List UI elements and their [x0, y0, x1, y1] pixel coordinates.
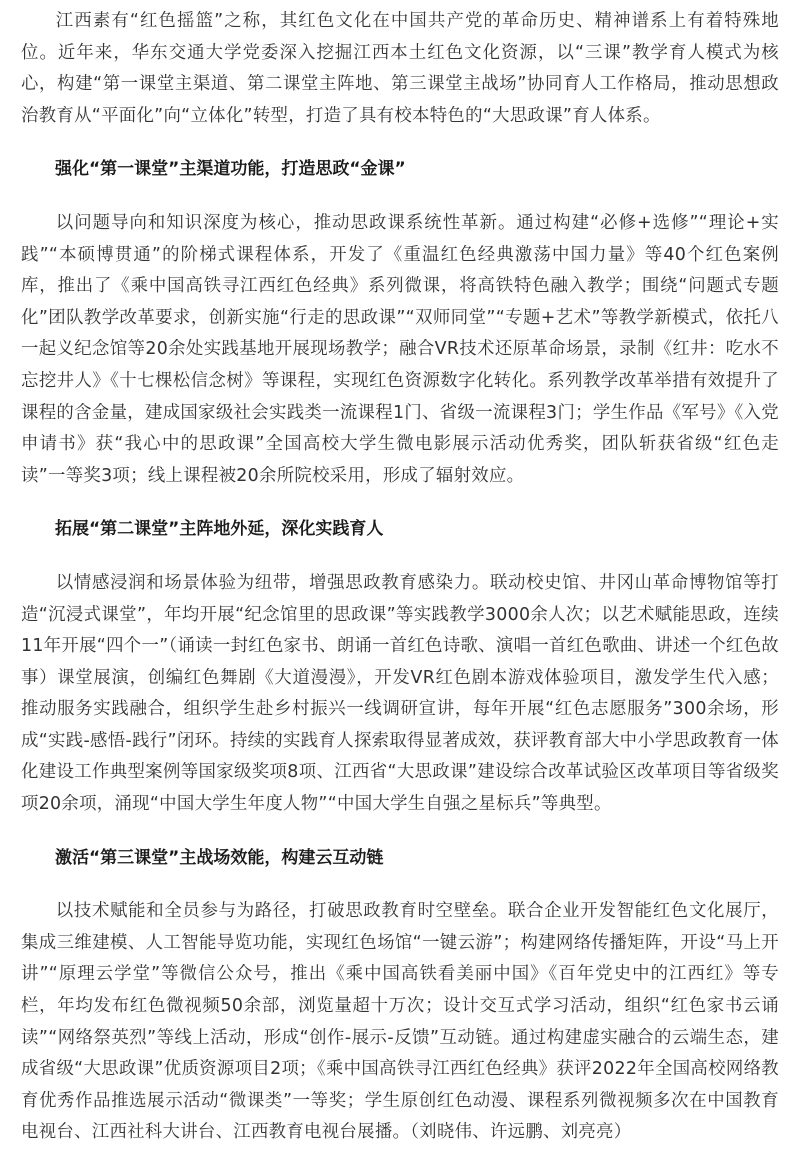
section-body-second-classroom: 以情感浸润和场景体验为纽带，增强思政教育感染力。联动校史馆、井冈山革命博物馆等打造“沉浸式课堂”，年均开展“纪念馆里的思政课”等实践教学3000余人次；以艺术赋能思政，连续11年开展“四个一”（诵读一封红色家书、朗诵一首红色诗歌、演唱一首红色歌曲、讲述一个红色故事）课堂展演，创编红色舞剧《大道漫漫》，开发VR红色剧本游戏体验项目，激发学生代入感；推动服务实践融合，组织学生赴乡村振兴一线调研宣讲，每年开展“红色志愿服务”300余场，形成“实践-感悟-践行”闭环。持续的实践育人探索取得显著成效，获评教育部大中小学思政教育一体化建设工作典型案例等国家级奖项8项、江西省“大思政课”建设综合改革试验区改革项目等省级奖项20余项，涌现“中国大学生年度人物”“中国大学生自强之星标兵”等典型。	[21, 572, 779, 815]
intro-paragraph: 江西素有“红色摇篮”之称，其红色文化在中国共产党的革命历史、精神谱系上有着特殊地位。近年来，华东交通大学党委深入挖掘江西本土红色文化资源，以“三课”教学育人模式为核心，构建“第一课堂主渠道、第二课堂主阵地、第三课堂主战场”协同育人工作格局，推动思想政治教育从“平面化”向“立体化”转型，打造了具有校本特色的“大思政课”育人体系。	[21, 11, 779, 126]
section-heading-first-classroom: 强化“第一课堂”主渠道功能，打造思政“金课”	[55, 159, 406, 180]
article-body	[21, 6, 779, 1149]
section-heading-second-classroom: 拓展“第二课堂”主阵地外延，深化实践育人	[55, 519, 384, 540]
section-heading-third-classroom: 激活“第三课堂”主战场效能，构建云互动链	[55, 847, 384, 868]
section-body-first-classroom: 以问题导向和知识深度为核心，推动思政课系统性革新。通过构建“必修+选修”“理论+实践”“本硕博贯通”的阶梯式课程体系，开发了《重温红色经典激荡中国力量》等40个红色案例库，推出了《乘中国高铁寻江西红色经典》系列微课，将高铁特色融入教学；围绕“问题式专题化”团队教学改革要求，创新实施“行走的思政课”“双师同堂”“专题+艺术”等教学新模式，依托八一起义纪念馆等20余处实践基地开展现场教学；融合VR技术还原革命场景，录制《红井：吃水不忘挖井人》《十七棵松信念树》等课程，实现红色资源数字化转化。系列教学改革举措有效提升了课程的含金量，建成国家级社会实践类一流课程1门、省级一流课程3门；学生作品《军号》《入党申请书》获“我心中的思政课”全国高校大学生微电影展示活动优秀奖，团队斩获省级“红色走读”一等奖3项；线上课程被20余所院校采用，形成了辐射效应。	[21, 212, 779, 486]
section-body-third-classroom: 以技术赋能和全员参与为路径，打破思政教育时空壁垒。联合企业开发智能红色文化展厅，集成三维建模、人工智能导览功能，实现红色场馆“一键云游”；构建网络传播矩阵，开设“马上开讲”“原理云学堂”等微信公众号，推出《乘中国高铁看美丽中国》《百年党史中的江西红》等专栏，年均发布红色微视频50余部，浏览量超十万次；设计交互式学习活动，组织“红色家书云诵读”“网络祭英烈”等线上活动，形成“创作-展示-反馈”互动链。通过构建虚实融合的云端生态，建成省级“大思政课”优质资源项目2项；《乘中国高铁寻江西红色经典》获评2022年全国高校网络教育优秀作品推选展示活动“微课类”一等奖；学生原创红色动漫、课程系列微视频多次在中国教育电视台、江西社科大讲台、江西教育电视台展播。（刘晓伟、许远鹏、刘亮亮）	[21, 901, 779, 1143]
